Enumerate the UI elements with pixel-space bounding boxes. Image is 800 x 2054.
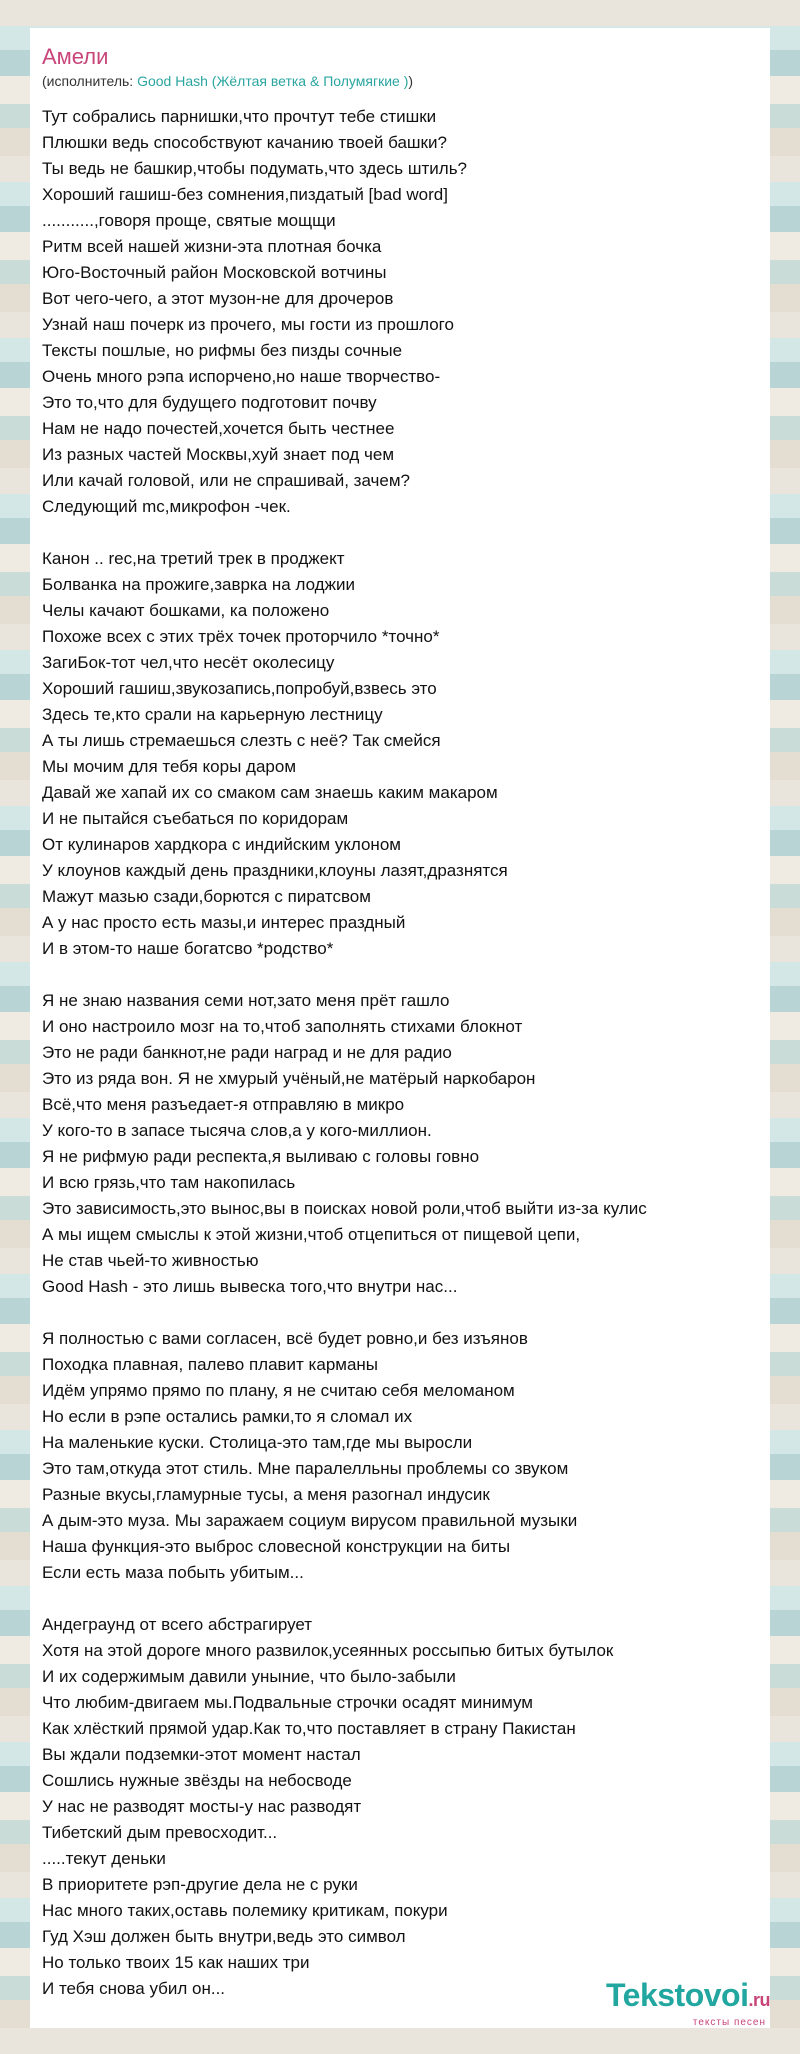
lyric-line: Нам не надо почестей,хочется быть честнее xyxy=(42,419,395,438)
lyric-line: Разные вкусы,гламурные тусы, а меня разогнал индусик xyxy=(42,1485,490,1504)
lyric-line: Это не ради банкнот,не ради наград и не для радио xyxy=(42,1043,452,1062)
lyric-line: От кулинаров хардкора с индийским уклоном xyxy=(42,835,401,854)
lyric-line: Очень много рэпа испорчено,но наше творчество- xyxy=(42,367,441,386)
lyric-line: Идём упрямо прямо по плану, я не считаю себя меломаном xyxy=(42,1381,515,1400)
lyric-line: И не пытайся съебаться по коридорам xyxy=(42,809,349,828)
stanza xyxy=(42,1612,760,2002)
lyric-line: А у нас просто есть мазы,и интерес праздный xyxy=(42,913,406,932)
lyric-line: Челы качают бошками, ка положено xyxy=(42,601,330,620)
lyric-line: Хороший гашиш-без сомнения,пиздатый [bad word] xyxy=(42,185,448,204)
artist-link[interactable]: Good Hash (Жёлтая ветка & Полумягкие ) xyxy=(137,73,409,89)
lyric-line: ...........,говоря проще, святые мощщи xyxy=(42,211,336,230)
lyric-line: Что любим-двигаем мы.Подвальные строчки осадят минимум xyxy=(42,1693,533,1712)
site-logo[interactable] xyxy=(606,1978,770,2028)
lyric-line: Узнай наш почерк из прочего, мы гости из прошлого xyxy=(42,315,454,334)
lyric-line: Не став чьей-то живностью xyxy=(42,1251,259,1270)
lyric-line: Наша функция-это выброс словесной конструкции на биты xyxy=(42,1537,511,1556)
artist-suffix: ) xyxy=(408,73,414,89)
lyric-line: У кого-то в запасе тысяча слов,а у кого-миллион. xyxy=(42,1121,432,1140)
lyrics-text xyxy=(42,104,760,2002)
stanza xyxy=(42,1326,760,1586)
lyric-line: Я не знаю названия семи нот,зато меня прёт гашло xyxy=(42,991,450,1010)
lyric-line: В приоритете рэп-другие дела не с руки xyxy=(42,1875,358,1894)
lyric-line: Всё,что меня разъедает-я отправляю в микро xyxy=(42,1095,405,1114)
logo-subtitle: тексты песен xyxy=(692,2017,766,2028)
lyric-line: Вот чего-чего, а этот музон-не для дрочеров xyxy=(42,289,394,308)
lyric-line: Хороший гашиш,звукозапись,попробуй,взвесь это xyxy=(42,679,437,698)
lyric-line: Плюшки ведь способствуют качанию твоей башки? xyxy=(42,133,447,152)
lyric-line: Болванка на прожиге,заврка на лоджии xyxy=(42,575,355,594)
song-title: Амели xyxy=(42,44,109,69)
lyric-line: Андеграунд от всего абстрагирует xyxy=(42,1615,313,1634)
artist-prefix: (исполнитель: xyxy=(42,73,138,89)
logo-tld: .ru xyxy=(748,1990,770,2010)
lyric-line: У нас не разводят мосты-у нас разводят xyxy=(42,1797,362,1816)
lyric-line: Тут собрались парнишки,что прочтут тебе стишки xyxy=(42,107,437,126)
lyric-line: Ты ведь не башкир,чтобы подумать,что здесь штиль? xyxy=(42,159,468,178)
stanza xyxy=(42,104,760,520)
lyric-line: Но если в рэпе остались рамки,то я сломал их xyxy=(42,1407,413,1426)
lyric-line: На маленькие куски. Столица-это там,где мы выросли xyxy=(42,1433,473,1452)
lyric-line: Тексты пошлые, но рифмы без пизды сочные xyxy=(42,341,403,360)
lyric-line: Похоже всех с этих трёх точек проторчило *точно* xyxy=(42,627,440,646)
lyric-line: Здесь те,кто срали на карьерную лестницу xyxy=(42,705,383,724)
lyric-line: .....текут деньки xyxy=(42,1849,166,1868)
lyric-line: Юго-Восточный район Московской вотчины xyxy=(42,263,387,282)
lyric-line: У клоунов каждый день праздники,клоуны лазят,дразнятся xyxy=(42,861,508,880)
lyric-line: Good Hash - это лишь вывеска того,что внутри нас... xyxy=(42,1277,458,1296)
lyric-line: Ритм всей нашей жизни-эта плотная бочка xyxy=(42,237,382,256)
lyric-line: Следующий mc,микрофон -чек. xyxy=(42,497,291,516)
lyric-line: Это то,что для будущего подготовит почву xyxy=(42,393,377,412)
lyric-line: А дым-это муза. Мы заражаем социум вирусом правильной музыки xyxy=(42,1511,578,1530)
lyric-line: Если есть маза побыть убитым... xyxy=(42,1563,304,1582)
lyric-line: Гуд Хэш должен быть внутри,ведь это символ xyxy=(42,1927,406,1946)
lyric-line: Это из ряда вон. Я не хмурый учёный,не матёрый наркобарон xyxy=(42,1069,536,1088)
lyric-line: А ты лишь стремаешься слезть с неё? Так смейся xyxy=(42,731,441,750)
artist-line xyxy=(42,72,760,90)
lyric-line: Как хлёсткий прямой удар.Как то,что поставляет в страну Пакистан xyxy=(42,1719,576,1738)
stanza xyxy=(42,988,760,1300)
lyric-line: Мы мочим для тебя коры даром xyxy=(42,757,297,776)
stanza xyxy=(42,546,760,962)
lyric-line: Давай же хапай их со смаком сам знаешь каким макаром xyxy=(42,783,498,802)
lyric-line: Мажут мазью сзади,борются с пиратсвом xyxy=(42,887,371,906)
lyric-line: И в этом-то наше богатсво *родство* xyxy=(42,939,334,958)
lyric-line: Это там,откуда этот стиль. Мне паралелльны проблемы со звуком xyxy=(42,1459,569,1478)
lyric-line: И их содержимым давили уныние, что было-забыли xyxy=(42,1667,456,1686)
lyric-line: Вы ждали подземки-этот момент настал xyxy=(42,1745,361,1764)
lyric-line: Это зависимость,это вынос,вы в поисках новой роли,чтоб выйти из-за кулис xyxy=(42,1199,647,1218)
logo-name: Tekstovoi xyxy=(605,1977,749,2013)
lyric-line: Нас много таких,оставь полемику критикам, покури xyxy=(42,1901,448,1920)
lyric-line: Походка плавная, палево плавит карманы xyxy=(42,1355,379,1374)
lyric-line: И оно настроило мозг на то,чтоб заполнять стихами блокнот xyxy=(42,1017,523,1036)
lyric-line: Тибетский дым превосходит... xyxy=(42,1823,278,1842)
lyric-line: И тебя снова убил он... xyxy=(42,1979,226,1998)
lyric-line: Сошлись нужные звёзды на небосводе xyxy=(42,1771,352,1790)
lyric-line: А мы ищем смыслы к этой жизни,чтоб отцепиться от пищевой цепи, xyxy=(42,1225,581,1244)
lyric-line: ЗагиБок-тот чел,что несёт околесицу xyxy=(42,653,335,672)
lyric-line: Я полностью с вами согласен, всё будет ровно,и без изъянов xyxy=(42,1329,528,1348)
lyric-line: Канон .. rec,на третий трек в проджект xyxy=(42,549,345,568)
lyric-line: И всю грязь,что там накопилась xyxy=(42,1173,296,1192)
lyric-line: Или качай головой, или не спрашивай, зачем? xyxy=(42,471,411,490)
lyric-line: Из разных частей Москвы,хуй знает под чем xyxy=(42,445,395,464)
lyric-line: Я не рифмую ради респекта,я выливаю с головы говно xyxy=(42,1147,480,1166)
lyric-line: Но только твоих 15 как наших три xyxy=(42,1953,310,1972)
lyric-line: Хотя на этой дороге много развилок,усеянных россыпью битых бутылок xyxy=(42,1641,614,1660)
lyrics-card xyxy=(30,28,770,2028)
